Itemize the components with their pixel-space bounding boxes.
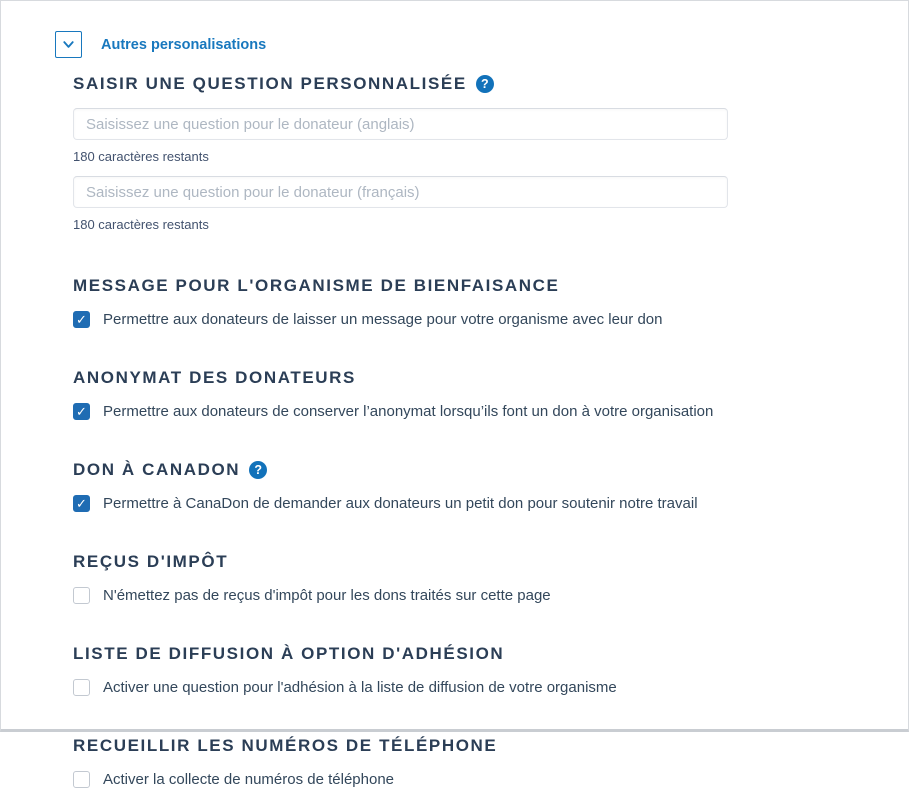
section-heading: [73, 644, 836, 664]
section-heading: [73, 736, 836, 756]
characters-remaining-english: 180 caractères restants: [73, 149, 209, 164]
tax-receipts-checkbox-row[interactable]: [73, 587, 836, 604]
section-heading: [73, 460, 836, 480]
section-phone-numbers: [73, 736, 836, 788]
donor-anonymity-checkbox[interactable]: [73, 403, 90, 420]
section-title-text: LISTE DE DIFFUSION À OPTION D'ADHÉSION: [73, 644, 505, 663]
custom-question-heading: [73, 74, 836, 94]
checkbox-label: N'émettez pas de reçus d'impôt pour les dons traités sur cette page: [103, 587, 551, 604]
phone-numbers-checkbox[interactable]: [73, 771, 90, 788]
section-title-text: MESSAGE POUR L'ORGANISME DE BIENFAISANCE: [73, 276, 560, 295]
canadon-gift-checkbox[interactable]: [73, 495, 90, 512]
section-title-text: DON À CANADON: [73, 460, 241, 479]
phone-numbers-checkbox-row[interactable]: [73, 771, 836, 788]
donor-anonymity-checkbox-row[interactable]: [73, 403, 836, 420]
section-title-text: REÇUS D'IMPÔT: [73, 552, 229, 571]
custom-question-title: SAISIR UNE QUESTION PERSONNALISÉE: [73, 74, 467, 93]
section-title-text: ANONYMAT DES DONATEURS: [73, 368, 356, 387]
section-canadon-gift: [73, 460, 836, 512]
help-icon[interactable]: ?: [249, 461, 267, 479]
section-heading: [73, 552, 836, 572]
charity-message-checkbox[interactable]: [73, 311, 90, 328]
characters-remaining-french: 180 caractères restants: [73, 217, 209, 232]
collapse-header: [55, 31, 908, 58]
section-tax-receipts: [73, 552, 836, 604]
mailing-list-checkbox-row[interactable]: [73, 679, 836, 696]
collapse-toggle-button[interactable]: [55, 31, 82, 58]
checkmark-icon: ✓: [76, 404, 87, 419]
section-mailing-list: [73, 644, 836, 696]
mailing-list-checkbox[interactable]: [73, 679, 90, 696]
custom-question-input-english[interactable]: [73, 108, 728, 140]
checkbox-label: Activer la collecte de numéros de téléphone: [103, 771, 395, 788]
section-title-text: RECUEILLIR LES NUMÉROS DE TÉLÉPHONE: [73, 736, 498, 755]
checkbox-label: Activer une question pour l'adhésion à la liste de diffusion de votre organisme: [103, 679, 617, 696]
checkbox-label: Permettre aux donateurs de laisser un message pour votre organisme avec leur don: [103, 311, 663, 328]
checkbox-label: Permettre à CanaDon de demander aux donateurs un petit don pour soutenir notre travail: [103, 495, 698, 512]
section-charity-message: [73, 276, 836, 328]
section-heading: [73, 368, 836, 388]
checkbox-label: Permettre aux donateurs de conserver l’anonymat lorsqu’ils font un don à votre organisation: [103, 403, 714, 420]
tax-receipts-checkbox[interactable]: [73, 587, 90, 604]
section-donor-anonymity: [73, 368, 836, 420]
canadon-gift-checkbox-row[interactable]: [73, 495, 836, 512]
charity-message-checkbox-row[interactable]: [73, 311, 836, 328]
checkmark-icon: ✓: [76, 496, 87, 511]
collapse-section-label[interactable]: Autres personalisations: [101, 36, 267, 53]
chevron-down-icon: [61, 37, 76, 52]
section-heading: [73, 276, 836, 296]
help-icon[interactable]: ?: [476, 75, 494, 93]
checkmark-icon: ✓: [76, 312, 87, 327]
custom-question-input-french[interactable]: [73, 176, 728, 208]
